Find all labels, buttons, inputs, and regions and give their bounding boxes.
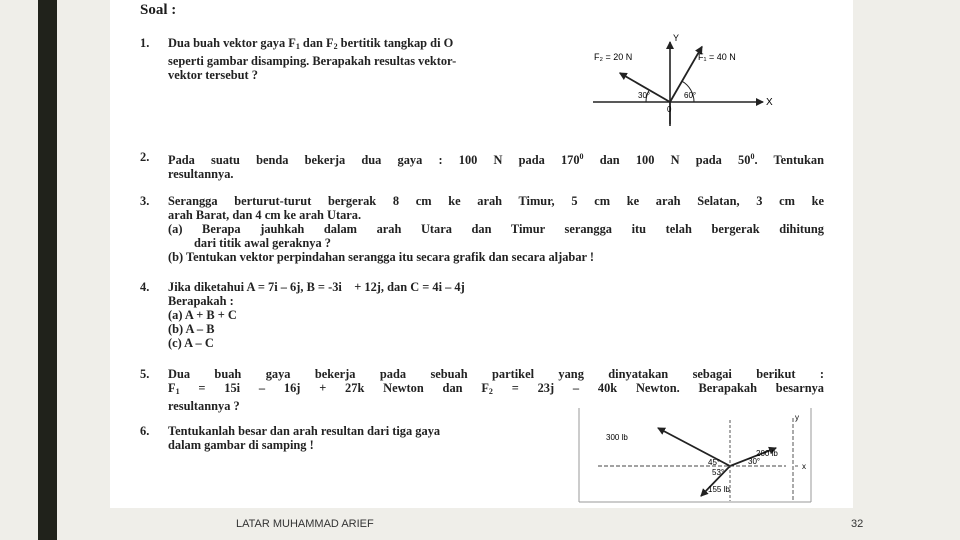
f1-label: F₁ = 40 N: [698, 52, 736, 62]
question-text: vektor tersebut ?: [168, 68, 258, 82]
question-part-c: (c) A – C: [168, 336, 214, 350]
question-text: resultannya ?: [168, 399, 240, 413]
x-axis-label: X: [766, 97, 773, 108]
question-text: Dua buah gaya bekerja pada sebuah partikel yang dinyatakan sebagai berikut :: [168, 367, 824, 381]
force-200-label: 200 lb: [756, 449, 778, 458]
angle-label-45: 45°: [708, 458, 721, 467]
question-number: 6.: [140, 424, 150, 438]
question-1: [140, 36, 610, 82]
y-axis-label: y: [795, 413, 799, 422]
vector-diagram-1: [588, 32, 778, 128]
question-part-a-cont: dari titik awal geraknya ?: [194, 236, 331, 250]
sheet-heading: Soal :: [140, 2, 177, 18]
question-text: seperti gambar disamping. Berapakah resultas vektor-: [168, 54, 457, 68]
y-axis-label: Y: [673, 33, 680, 43]
question-number: 4.: [140, 280, 150, 294]
angle-label-60: 60°: [684, 91, 697, 100]
angle-label-30: 30°: [638, 91, 651, 100]
question-number: 3.: [140, 194, 150, 208]
f2-label: F₂ = 20 N: [594, 52, 633, 62]
question-text: $F_1 = 15i - 16j + 27k$ Newton dan $F_2 = 23j - 40k$ Newton. Berapakah besarnya: [168, 381, 824, 396]
question-2: [140, 150, 824, 181]
question-part-a: (a) Berapa jauhkah dalam arah Utara dan Timur serangga itu telah bergerak dihitung: [168, 222, 824, 236]
question-part-a: (a) A + B + C: [168, 308, 237, 322]
left-accent-bar: [38, 0, 57, 540]
question-text: Serangga berturut-turut bergerak 8 cm ke arah Timur, 5 cm ke arah Selatan, 3 cm ke: [168, 194, 824, 208]
question-text: dalam gambar di samping !: [168, 438, 314, 452]
question-number: 1.: [140, 36, 150, 50]
force-300-label: 300 lb: [606, 433, 628, 442]
angle-label-53: 53°: [712, 468, 725, 477]
question-text: Berapakah :: [168, 294, 234, 308]
question-5: [140, 367, 824, 413]
question-3: [140, 194, 824, 264]
origin-label: 0: [667, 105, 672, 114]
question-text: Dua buah vektor gaya $F_1$ dan $F_2$ bertitik tangkap di O: [168, 36, 454, 51]
x-axis-label: x: [802, 462, 806, 471]
question-text: Jika diketahui A = 7i – 6j, B = -3i + 12j, dan C = 4i – 4j: [168, 280, 465, 294]
question-part-b: (b) A – B: [168, 322, 215, 336]
angle-label-30: 30°: [748, 457, 761, 466]
page-number: 32: [851, 518, 864, 530]
question-4: [140, 280, 824, 350]
question-number: 2.: [140, 150, 150, 164]
force-155-label: 155 lb: [708, 485, 730, 494]
question-6: [140, 424, 580, 452]
question-part-b: (b) Tentukan vektor perpindahan serangga itu secara grafik dan secara aljabar !: [168, 250, 595, 264]
question-text: Pada suatu benda bekerja dua gaya : 100 N pada $170^0$ dan 100 N pada $50^0$. Tentukan: [168, 152, 824, 167]
question-text: arah Barat, dan 4 cm ke arah Utara.: [168, 208, 362, 222]
footer-author: LATAR MUHAMMAD ARIEF: [236, 518, 374, 530]
question-text: Tentukanlah besar dan arah resultan dari tiga gaya: [168, 424, 441, 438]
exercise-sheet: [110, 0, 853, 508]
question-number: 5.: [140, 367, 150, 381]
question-text: resultannya.: [168, 167, 234, 181]
vector-diagram-2: [578, 408, 812, 504]
